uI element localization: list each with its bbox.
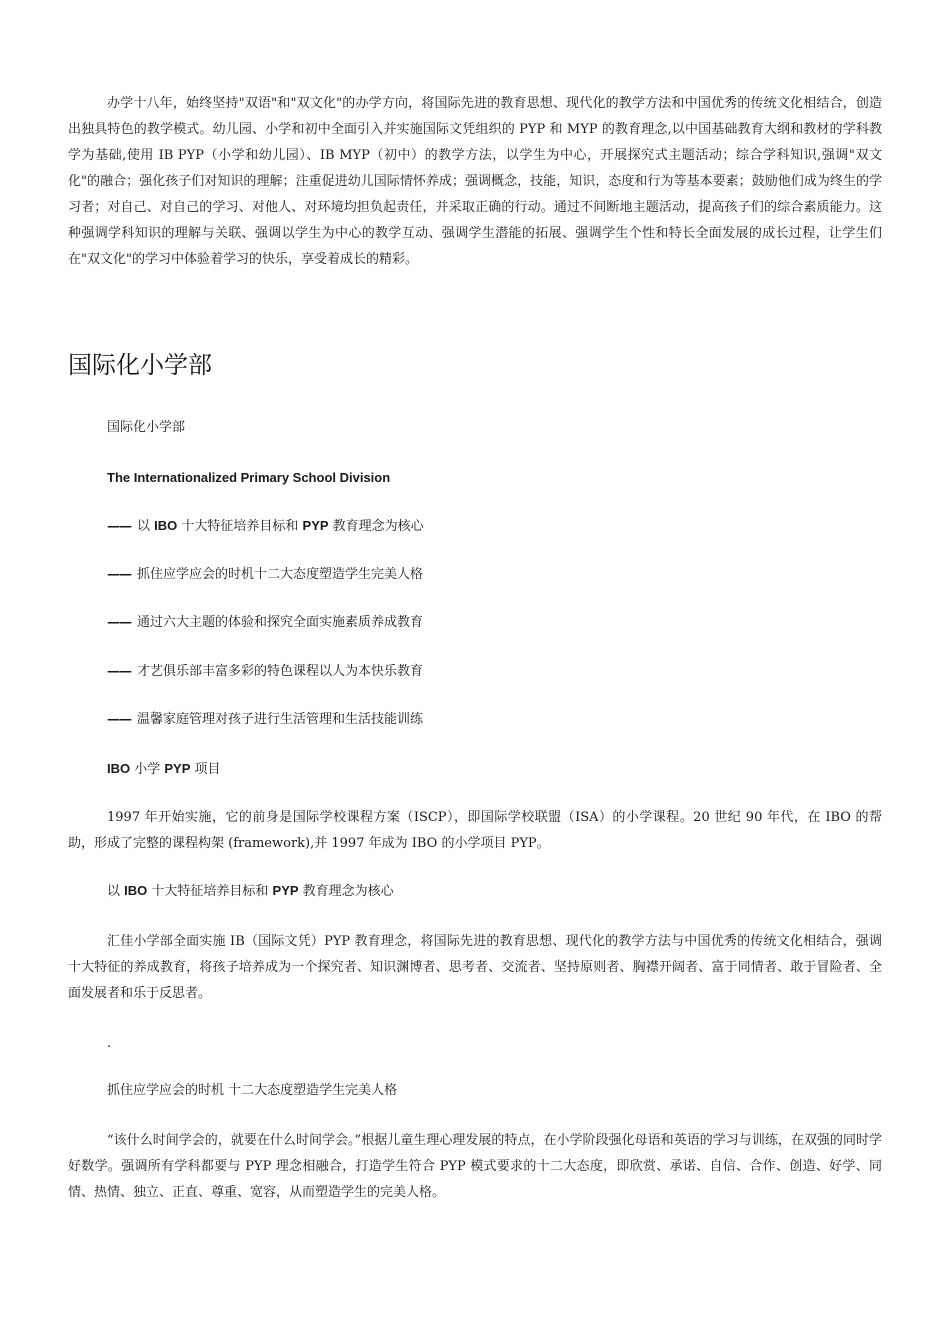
bullet-dash: —— bbox=[107, 712, 131, 727]
bullet-2 bbox=[107, 565, 887, 585]
bullet-5 bbox=[107, 710, 887, 730]
attitude-paragraph: “该什么时间学会的，就要在什么时间学会。”根据儿童生理心理发展的特点，在小学阶段强化母语和英语的学习与训练，在双强的同时学好数学。强调所有学科都要与 PYP 理念相融合，打造学生符合 PYP 模式要求的十二大态度，即欣赏、承诺、自信、合作、创造、好学、同情、热情、独立、正直、尊重、宽容，从而塑造学生的完美人格。 bbox=[68, 1133, 882, 1200]
core-title-mid: 十大特征培养目标和 bbox=[147, 884, 273, 899]
bullet-dash: —— bbox=[107, 567, 131, 582]
pyp-title-post: 项目 bbox=[190, 762, 221, 777]
core-title-ibo: IBO bbox=[124, 883, 148, 898]
bullet-1 bbox=[107, 516, 887, 537]
bullet-1-pyp: PYP bbox=[302, 518, 329, 533]
bullet-1-pre: 以 bbox=[137, 519, 155, 534]
intro-paragraph: 办学十八年，始终坚持"双语"和"双文化"的办学方向，将国际先进的教育思想、现代化的教学方法和中国优秀的传统文化相结合，创造出独具特色的教学模式。幼儿园、小学和初中全面引入并实施国际文凭组织的 PYP 和 MYP 的教育理念,以中国基础教育大纲和教材的学科教学为基础,使用 IB PYP（小学和幼儿园）、IB MYP（初中）的教学方法，以学生为中心，开展探究式主题活动；综合学科知识,强调"双文化"的融合；强化孩子们对知识的理解；注重促进幼儿国际情怀养成；强调概念，技能，知识，态度和行为等基本要素；鼓励他们成为终生的学习者；对自己、对自己的学习、对他人、对环境均担负起责任，并采取正确的行动。通过不间断地主题活动，提高孩子们的综合素质能力。这种强调学科知识的理解与关联、强调以学生为中心的教学互动、强调学生潜能的拓展、强调学生个性和特长全面发展的成长过程，让学生们在"双文化"的学习中体验着学习的快乐，享受着成长的精彩。 bbox=[68, 96, 882, 267]
bullet-dash: —— bbox=[107, 664, 131, 679]
pyp-title-pyp: PYP bbox=[164, 761, 191, 776]
section-heading: 国际化小学部 bbox=[68, 351, 212, 379]
subtitle-cn: 国际化小学部 bbox=[107, 420, 186, 435]
pyp-title-mid: 小学 bbox=[130, 762, 165, 777]
bullet-5-text: 温馨家庭管理对孩子进行生活管理和生活技能训练 bbox=[137, 712, 424, 727]
pyp-title bbox=[107, 759, 887, 780]
attitude-title: 抓住应学应会的时机 十二大态度塑造学生完美人格 bbox=[107, 1083, 398, 1098]
core-title-pyp: PYP bbox=[272, 883, 299, 898]
bullet-1-post: 教育理念为核心 bbox=[328, 519, 424, 534]
bullet-dash: —— bbox=[107, 519, 131, 534]
pyp-title-ibo: IBO bbox=[107, 761, 131, 776]
core-title bbox=[107, 881, 887, 902]
core-paragraph: 汇佳小学部全面实施 IB（国际文凭）PYP 教育理念，将国际先进的教育思想、现代化的教学方法与中国优秀的传统文化相结合，强调十大特征的养成教育，将孩子培养成为一个探究者、知识渊博者、思考者、交流者、坚持原则者、胸襟开阔者、富于同情者、敢于冒险者、全面发展者和乐于反思者。 bbox=[68, 934, 882, 1001]
separator-dot: . bbox=[107, 1036, 112, 1051]
bullet-3-text: 通过六大主题的体验和探究全面实施素质养成教育 bbox=[137, 615, 424, 630]
bullet-4-text: 才艺俱乐部丰富多彩的特色课程以人为本快乐教育 bbox=[137, 664, 424, 679]
subtitle-en: The Internationalized Primary School Division bbox=[107, 470, 391, 485]
bullet-dash: —— bbox=[107, 615, 131, 630]
bullet-4 bbox=[107, 662, 887, 682]
core-title-pre: 以 bbox=[107, 884, 125, 899]
bullet-3 bbox=[107, 613, 887, 633]
pyp-paragraph: 1997 年开始实施，它的前身是国际学校课程方案（ISCP），即国际学校联盟（ISA）的小学课程。20 世纪 90 年代，在 IBO 的帮助，形成了完整的课程构架 (framework),并 1997 年成为 IBO 的小学项目 PYP。 bbox=[68, 810, 882, 851]
bullet-1-ibo: IBO bbox=[154, 518, 178, 533]
bullet-1-mid: 十大特征培养目标和 bbox=[177, 519, 303, 534]
bullet-2-text: 抓住应学应会的时机十二大态度塑造学生完美人格 bbox=[137, 567, 424, 582]
core-title-post: 教育理念为核心 bbox=[298, 884, 394, 899]
